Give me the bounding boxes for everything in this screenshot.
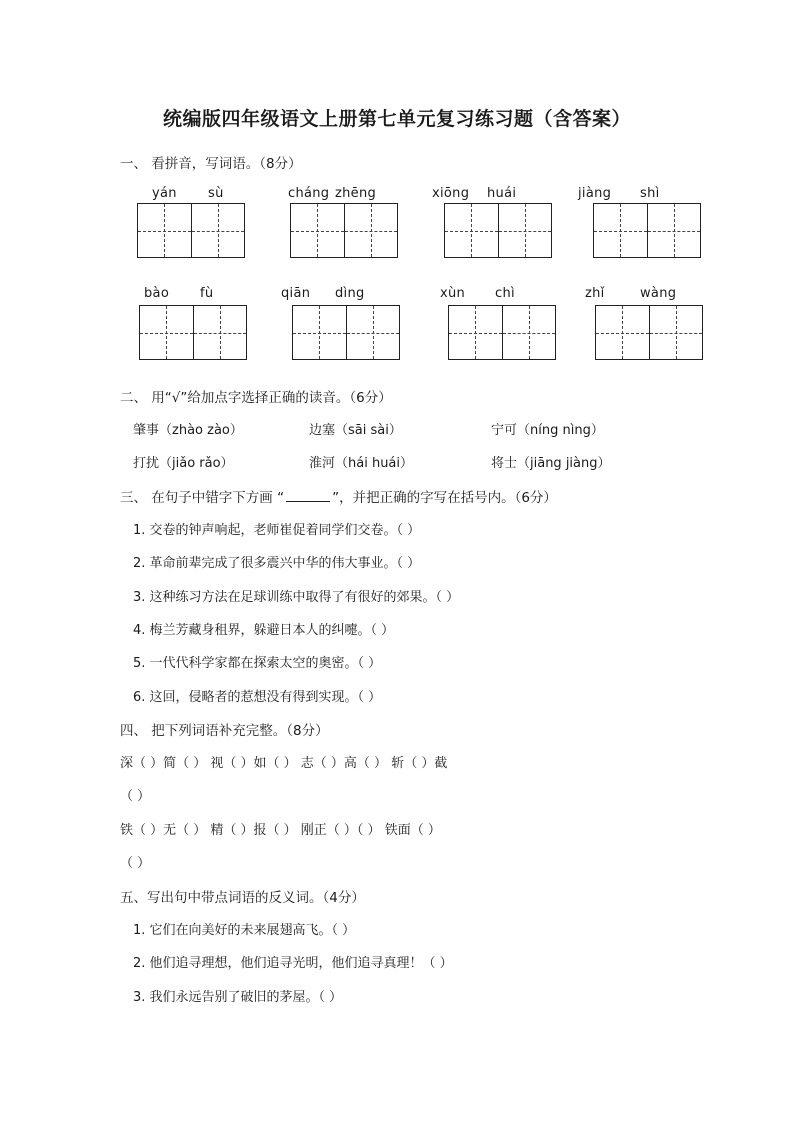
writing-grid[interactable] <box>137 203 245 258</box>
pinyin: wàng <box>640 286 677 301</box>
pronunciation-choice[interactable]: 淮河（hái huái） <box>309 456 414 471</box>
error-sentence[interactable]: 3. 这种练习方法在足球训练中取得了有很好的郊果。（ ） <box>133 590 460 605</box>
idiom-line[interactable]: 铁（ ）无（ ） 精（ ）报（ ） 刚正（ ）（ ） 铁面（ ） <box>120 823 441 838</box>
error-sentence[interactable]: 1. 交卷的钟声响起，老师崔促着同学们交卷。（ ） <box>133 523 421 538</box>
pinyin: yán <box>152 186 177 201</box>
underline-sample <box>286 491 330 502</box>
antonym-sentence[interactable]: 1. 它们在向美好的未来展翅高飞。（ ） <box>133 923 356 938</box>
pronunciation-choice[interactable]: 肇事（zhào zào） <box>133 423 243 438</box>
page-title: 统编版四年级语文上册第七单元复习练习题（含答案） <box>162 108 631 130</box>
writing-grid[interactable] <box>593 203 701 258</box>
section-3-heading: 三、 在句子中错字下方画 “ ”，并把正确的字写在括号内。（6分） <box>120 490 557 506</box>
writing-grid[interactable] <box>448 305 556 360</box>
writing-grid[interactable] <box>139 305 247 360</box>
pinyin: cháng <box>288 186 330 201</box>
pinyin: fù <box>200 286 214 301</box>
writing-grid[interactable] <box>290 203 398 258</box>
pinyin: shì <box>640 186 660 201</box>
antonym-sentence[interactable]: 3. 我们永远告别了破旧的茅屋。（ ） <box>133 990 343 1005</box>
pinyin: bào <box>144 286 170 301</box>
pinyin: zhēng <box>335 186 377 201</box>
pronunciation-choice[interactable]: 宁可（níng nìng） <box>491 423 604 438</box>
writing-grid[interactable] <box>292 305 400 360</box>
antonym-sentence[interactable]: 2. 他们追寻理想，他们追寻光明，他们追寻真理！（ ） <box>133 956 453 971</box>
pronunciation-choice[interactable]: 打扰（jiǎo rǎo） <box>133 456 234 471</box>
pinyin: dìng <box>335 286 365 301</box>
pinyin: sù <box>208 186 224 201</box>
section-1-heading: 一、 看拼音，写词语。（8分） <box>120 156 302 172</box>
section-2-heading: 二、 用“√”给加点字选择正确的读音。（6分） <box>120 390 392 406</box>
error-sentence[interactable]: 4. 梅兰芳藏身租界，躲避日本人的纠嚏。（ ） <box>133 623 395 638</box>
check-mark-icon: √ <box>171 390 181 406</box>
pinyin: huái <box>487 186 517 201</box>
idiom-line[interactable]: （ ） <box>120 789 151 804</box>
pinyin: xiōng <box>432 186 470 201</box>
pinyin: chì <box>495 286 515 301</box>
idiom-line[interactable]: （ ） <box>120 856 151 871</box>
writing-grid[interactable] <box>444 203 552 258</box>
error-sentence[interactable]: 2. 革命前辈完成了很多震兴中华的伟大事业。（ ） <box>133 556 421 571</box>
section-4-heading: 四、 把下列词语补充完整。（8分） <box>120 723 329 739</box>
error-sentence[interactable]: 5. 一代代科学家都在探索太空的奥密。（ ） <box>133 656 382 671</box>
pronunciation-choice[interactable]: 边塞（sāi sài） <box>309 423 402 438</box>
pinyin: xùn <box>440 286 466 301</box>
idiom-line[interactable]: 深（ ）简（ ） 视（ ）如（ ） 志（ ）高（ ） 斩（ ）截 <box>120 756 448 771</box>
pinyin: jiàng <box>578 186 612 201</box>
pronunciation-choice[interactable]: 将士（jiāng jiàng） <box>491 456 611 471</box>
writing-grid[interactable] <box>595 305 703 360</box>
section-5-heading: 五、写出句中带点词语的反义词。（4分） <box>120 890 365 906</box>
pinyin: zhǐ <box>585 286 605 301</box>
error-sentence[interactable]: 6. 这回，侵略者的惹想没有得到实现。（ ） <box>133 690 382 705</box>
pinyin: qiān <box>281 286 311 301</box>
